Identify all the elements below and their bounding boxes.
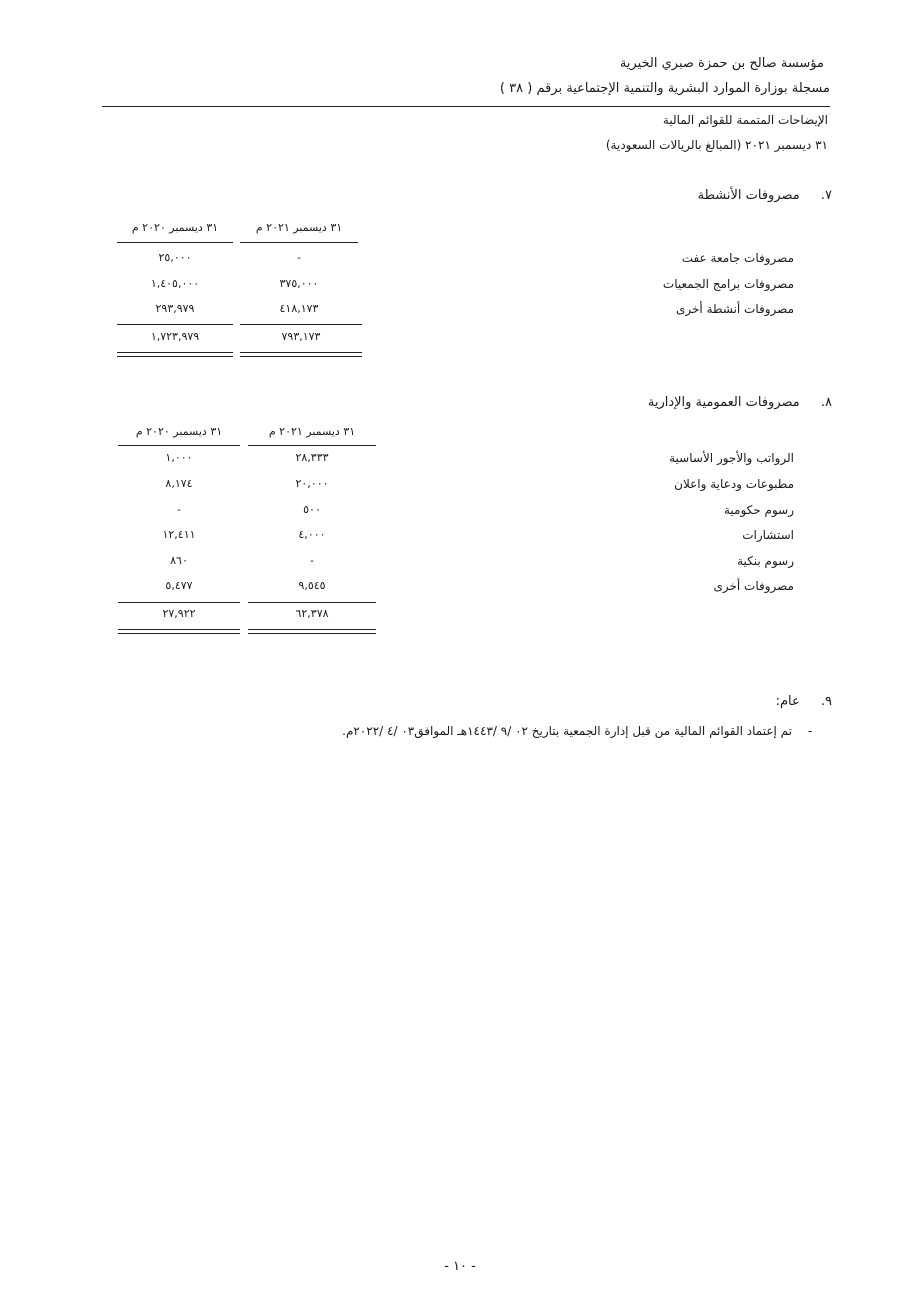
org-name: مؤسسة صالح بن حمزة صبري الخيرية [619,56,824,71]
s8-row-2-label: مطبوعات ودعاية واعلان [674,477,794,491]
section-9-number: ٩. [820,694,832,709]
s8-row-4-label: استشارات [742,528,794,542]
s8-row-4-2020: ١٢,٤١١ [162,528,196,541]
section-9-title: عام: [775,694,800,709]
s8-total-double-line-2021 [248,629,376,634]
s7-row-2-2020: ١,٤٠٥,٠٠٠ [150,277,200,290]
s7-row-3-2020: ٢٩٣,٩٧٩ [155,302,195,315]
notes-title: الإيضاحات المتممة للقوائم المالية [662,113,828,127]
s8-row-2-2020: ٨,١٧٤ [165,477,193,490]
s8-row-1-label: الرواتب والأجور الأساسية [669,451,794,465]
s8-col-2020-underline [118,445,240,446]
s8-row-3-label: رسوم حكومية [723,503,794,517]
s7-row-3-2021: ٤١٨,١٧٣ [279,302,319,315]
s7-row-3-label: مصروفات أنشطة أخرى [676,302,794,316]
s8-row-6-2021: ٩,٥٤٥ [298,579,326,592]
s8-row-1-2021: ٢٨,٣٣٣ [295,451,329,464]
s8-row-3-2021: ٥٠٠ [303,503,321,516]
section-8-title: مصروفات العمومية والإدارية [647,395,800,410]
s7-col-2020-underline [117,242,233,243]
s7-row-1-2021: - [297,251,301,264]
section-9-heading [776,694,832,709]
section-8-number: ٨. [820,395,832,410]
approval-text: تم إعتماد القوائم المالية من قبل إدارة الجمعية بتاريخ ٠٢ /٩ /١٤٤٣هـ الموافق٠٣ /٤ /٢٠٢٢م. [342,724,792,738]
s8-subtotal-line-2021 [248,602,376,603]
s8-row-4-2021: ٤,٠٠٠ [298,528,326,541]
section-7-heading [698,188,832,203]
header-divider [102,106,830,107]
s7-subtotal-line-2020 [117,324,233,325]
s7-row-1-2020: ٢٥,٠٠٠ [158,251,192,264]
s7-col-2020-header: ٣١ ديسمبر ٢٠٢٠ م [131,221,219,234]
s7-row-2-label: مصروفات برامج الجمعيات [662,277,794,291]
section-8-heading [648,395,832,410]
s7-col-2021-header: ٣١ ديسمبر ٢٠٢١ م [255,221,343,234]
s8-col-2021-underline [248,445,376,446]
s8-row-5-2020: ٨٦٠ [170,554,188,567]
approval-note [342,724,828,738]
s7-row-2-2021: ٣٧٥,٠٠٠ [279,277,319,290]
s7-total-double-line-2020 [117,352,233,357]
s7-total-2021: ٧٩٣,١٧٣ [281,330,321,343]
s7-total-double-line-2021 [240,352,362,357]
s8-total-double-line-2020 [118,629,240,634]
registration-line: مسجلة بوزارة الموارد البشرية والتنمية الإجتماعية برقم ( ٣٨ ) [499,81,830,96]
s8-total-2021: ٦٢,٣٧٨ [295,607,329,620]
period-line: ٣١ ديسمبر ٢٠٢١ (المبالغ بالريالات السعودية) [605,138,828,152]
section-7-number: ٧. [820,188,832,203]
s8-row-3-2020: - [177,503,181,516]
s8-subtotal-line-2020 [118,602,240,603]
s8-col-2020-header: ٣١ ديسمبر ٢٠٢٠ م [135,425,223,438]
s8-total-2020: ٢٧,٩٢٢ [162,607,196,620]
bullet-dash: - [807,724,813,738]
s7-total-2020: ١,٧٢٣,٩٧٩ [150,330,200,343]
s8-row-1-2020: ١,٠٠٠ [165,451,193,464]
s8-row-2-2021: ٢٠,٠٠٠ [295,477,329,490]
s8-row-6-2020: ٥,٤٧٧ [165,579,193,592]
s7-subtotal-line-2021 [240,324,362,325]
s7-col-2021-underline [240,242,358,243]
s7-row-1-label: مصروفات جامعة عفت [681,251,794,265]
s8-row-5-label: رسوم بنكية [737,554,794,568]
section-7-title: مصروفات الأنشطة [697,188,800,203]
page-number: - ١٠ - [444,1259,476,1274]
s8-row-6-label: مصروفات أخرى [713,579,794,593]
s8-row-5-2021: - [310,554,314,567]
s8-col-2021-header: ٣١ ديسمبر ٢٠٢١ م [268,425,356,438]
